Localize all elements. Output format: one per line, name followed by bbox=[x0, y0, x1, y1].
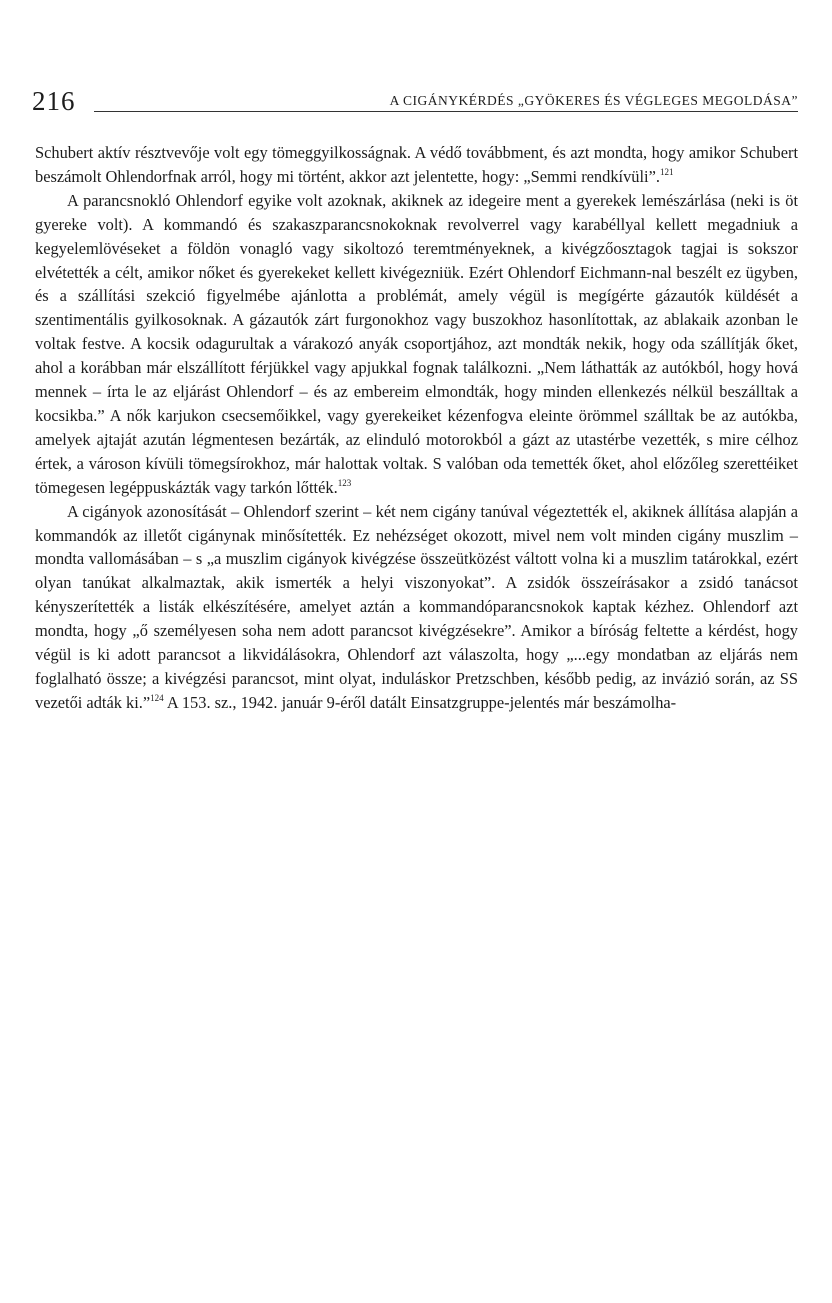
running-head: A CIGÁNYKÉRDÉS „GYÖKERES ÉS VÉGLEGES MEGOLDÁSA” bbox=[389, 93, 798, 108]
footnote-ref: 121 bbox=[659, 166, 674, 177]
header-rule bbox=[94, 111, 798, 112]
footnote-ref: 124 bbox=[150, 692, 164, 703]
paragraph bbox=[35, 500, 798, 715]
paragraph-text: A parancsnokló Ohlendorf egyike volt azoknak, akiknek az idegeire ment a gyerekek lemészárlása (neki is öt gyereke volt). A kommandó és szakaszparancsnokoknak revolverrel vagy karabéllyal kellett megadniuk a kegyelemlövéseket a földön vonagló vagy sikoltozó teremtményeknek, a kivégzőosztagok tagjai is sokszor elvétették a célt, amikor nőket és gyerekeket kellett kivégezniük. Ezért Ohlendorf Eichmann-nal beszélt ez ügyben, és a szállítási szekció figyelmébe ajánlotta a problémát, amely végül is megígérte gázautók küldését a szentimentális gyilkosoknak. A gázautók zárt furgonokhoz vagy buszokhoz hasonlítottak, az ablakaik azonban le voltak festve. A kocsik odagurultak a várakozó anyák csoportjához, azt mondták nekik, hogy oda szállítják őket, ahol a korábban már elszállított férjükkel vagy apjukkal fognak találkozni. „Nem láthatták az autókból, hogy hová mennek – írta le az eljárást Ohlendorf – és az embereim elmondták, hogy minden ellenkezés nélkül beszálltak a kocsikba.” A nők karjukon csecsemőikkel, vagy gyerekeiket kézenfogva eleinte örömmel szálltak be az autókba, amelyek ajtaját azután légmentesen bezárták, az elinduló motorokból a gázt az utastérbe vezették, s mire célhoz értek, a városon kívüli tömegsírokhoz, már halottak voltak. S valóban oda temették őket, ahol előzőleg szerettéiket tömegesen legéppuskázták vagy tarkón lőtték. bbox=[35, 190, 798, 497]
body-text bbox=[35, 141, 798, 715]
page-number: 216 bbox=[32, 86, 76, 116]
paragraph bbox=[35, 189, 798, 500]
paragraph-text: Schubert aktív résztvevője volt egy tömeggyilkosságnak. A védő továbbment, és azt mondta, hogy amikor Schubert beszámolt Ohlendorfnak arról, hogy mi történt, akkor azt jelentette, hogy: „Semmi rendkívüli”. bbox=[35, 143, 798, 186]
page-header bbox=[32, 84, 798, 124]
paragraph-text: A cigányok azonosítását – Ohlendorf szerint – két nem cigány tanúval végeztették el, akiknek állítása alapján a kommandók az illetőt cigánynak minősítették. Ez nehézséget okozott, mivel nem volt minden cigány muszlim – mondta vallomásában – s „a muszlim cigányok kivégzése összeütközést váltott volna ki a muszlim tatárokkal, ezért olyan tanúkat alkalmaztak, akik ismerték a helyi viszonyokat”. A zsidók összeírásakor a zsidó tanácsot kényszerítették a listák elkészítésére, amelyet aztán a kommandóparancsnokok kaptak kézhez. Ohlendorf azt mondta, hogy „ő személyesen soha nem adott parancsot kivégzésekre”. Amikor a bíróság feltette a kérdést, hogy végül is ki adott parancsot a likvidálásokra, Ohlendorf azt válaszolta, hogy „...egy mondatban az eljárás nem foglalható össze; a kivégzési parancsot, mint olyat, induláskor Pretzschben, később pedig, az invázió során, az SS vezetői adták ki.” bbox=[35, 501, 798, 712]
paragraph-text: A 153. sz., 1942. január 9-éről datált Einsatzgruppe-jelentés már beszámolha- bbox=[163, 692, 677, 712]
footnote-ref: 123 bbox=[337, 477, 352, 488]
paragraph bbox=[35, 141, 798, 189]
